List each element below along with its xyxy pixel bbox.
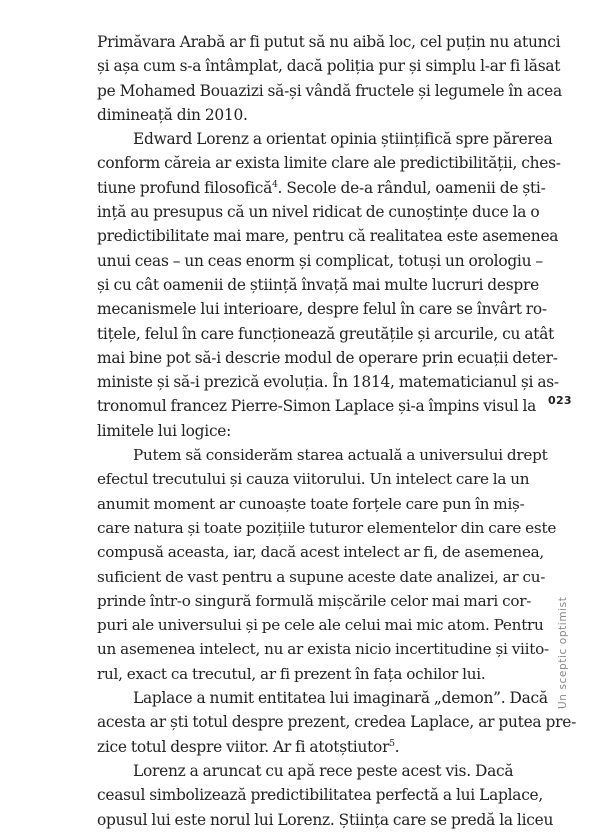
running-title: Un sceptic optimist [557, 596, 569, 709]
text-line: ministe și să-i prezică evoluția. În 1814, matematicianul și as- [97, 373, 559, 392]
text-line: ință au presupus că un nivel ridicat de cunoștințe duce la o [97, 203, 540, 222]
text-line: mecanismele lui interioare, despre felul în care se învârt ro- [97, 300, 547, 319]
text-line: tronomul francez Pierre-Simon Laplace și-a împins visul la [97, 397, 537, 416]
quote-line: rul, exact ca trecutul, ar fi prezent în fața ochilor lui. [97, 664, 486, 683]
text-line: Laplace a numit entitatea lui imaginară „demon”. Dacă [133, 689, 548, 708]
text-line: conform căreia ar exista limite clare ale predictibilității, ches- [97, 154, 561, 173]
quote-line: compusă aceasta, iar, dacă acest intelect ar fi, de asemenea, [97, 543, 544, 562]
quote-line: care natura și toate pozițiile tuturor elementelor din care este [97, 518, 557, 537]
footnote-reference[interactable]: 5 [389, 738, 395, 749]
text-line: Edward Lorenz a orientat opinia științifică spre părerea [133, 130, 553, 149]
block-quote [97, 443, 557, 686]
text-line: mai bine pot să-i descrie modul de operare prin ecuații deter- [97, 348, 558, 367]
text-segment: tiune profund filosofică [97, 178, 273, 197]
text-line: limitele lui logice: [97, 421, 232, 440]
page-number: 023 [548, 394, 572, 407]
paragraph [97, 30, 562, 127]
text-line [97, 176, 546, 200]
text-line: ceasul simbolizează predictibilitatea perfectă a lui Laplace, [97, 786, 544, 805]
paragraph [97, 759, 554, 832]
quote-line: prinde într-o singură formulă mișcările celor mai mari cor- [97, 591, 532, 610]
paragraph [97, 686, 577, 759]
text-segment: . [394, 737, 400, 756]
text-line: opusul lui este norul lui Lorenz. Știința care se predă la liceu [97, 810, 554, 829]
quote-line: suficient de vast pentru a supune aceste date analizei, ar cu- [97, 567, 546, 586]
quote-line: anumit moment ar cunoaște toate forțele care pun în miș- [97, 494, 525, 513]
quote-line: puri ale universului și pe cele ale celui mai mic atom. Pentru [97, 616, 544, 635]
text-line: unui ceas – un ceas enorm și complicat, totuși un orologiu – [97, 251, 543, 270]
text-segment: zice totul despre viitor. Ar fi atotștiutor [97, 737, 390, 756]
quote-line: Putem să considerăm starea actuală a universului drept [133, 446, 548, 465]
text-line: pe Mohamed Bouazizi să-și vândă fructele și legumele în acea [97, 81, 562, 100]
text-line: și cu cât oamenii de știință învață mai multe lucruri despre [97, 275, 539, 294]
text-line [97, 735, 513, 759]
text-line: dimineață din 2010. [97, 105, 248, 124]
text-line: Primăvara Arabă ar fi putut să nu aibă loc, cel puțin nu atunci [97, 33, 561, 51]
quote-line: un asemenea intelect, nu ar exista nicio incertitudine și viito- [97, 640, 549, 659]
text-segment: . Secole de-a rândul, oamenii de ști- [277, 178, 546, 197]
text-line: acesta ar ști totul despre prezent, credea Laplace, ar putea pre- [97, 713, 577, 732]
text-line: tițele, felul în care funcționează greutățile și arcurile, cu atât [97, 324, 555, 343]
text-line: Lorenz a aruncat cu apă rece peste acest vis. Dacă [133, 761, 514, 780]
quote-line: efectul trecutului și cauza viitorului. Un intelect care la un [97, 470, 530, 489]
text-line: predictibilitate mai mare, pentru că realitatea este asemenea [97, 227, 559, 246]
footnote-reference[interactable]: 4 [272, 179, 278, 190]
text-line: și așa cum s-a întâmplat, dacă poliția pur și simplu l-ar fi lăsat [97, 57, 561, 76]
